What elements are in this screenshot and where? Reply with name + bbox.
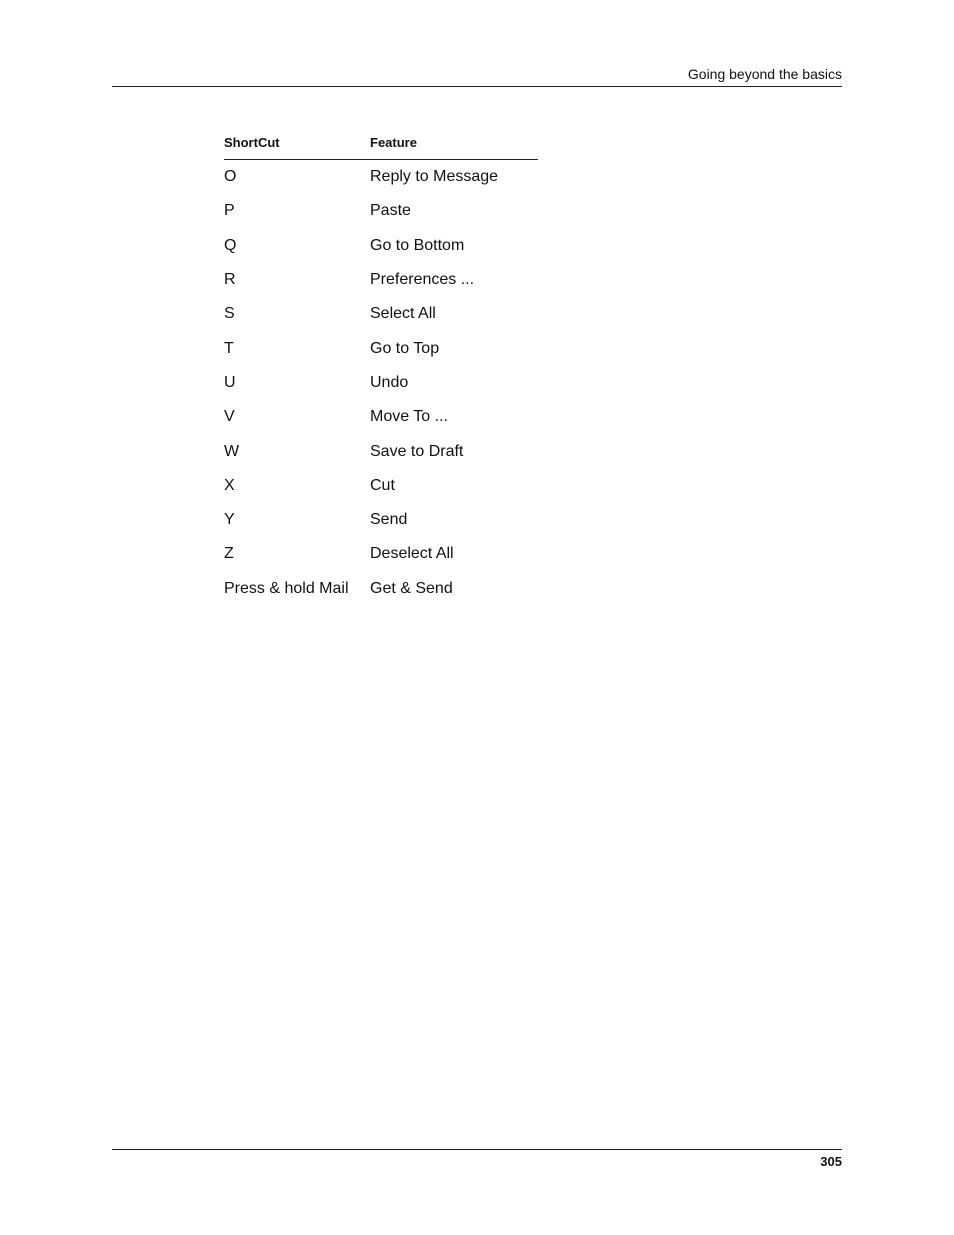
feature-cell: Go to Bottom <box>370 236 465 254</box>
shortcut-cell: W <box>224 442 240 460</box>
shortcut-cell: V <box>224 408 235 426</box>
feature-cell: Cut <box>370 476 395 494</box>
shortcut-cell: Z <box>224 545 234 563</box>
shortcut-cell: Press & hold Mail <box>224 579 349 597</box>
feature-cell: Go to Top <box>370 339 440 357</box>
table-row <box>224 331 538 365</box>
feature-cell: Send <box>370 511 408 529</box>
shortcut-table <box>224 132 538 606</box>
feature-cell: Undo <box>370 373 409 391</box>
table-row <box>224 572 538 606</box>
running-header: Going beyond the basics <box>687 66 842 82</box>
header-rule <box>112 86 842 87</box>
shortcut-cell: P <box>224 202 235 220</box>
shortcut-cell: Q <box>224 236 237 254</box>
table-row <box>224 263 538 297</box>
feature-cell: Move To ... <box>370 408 448 426</box>
table-row <box>224 400 538 434</box>
shortcut-cell: O <box>224 168 237 186</box>
feature-cell: Paste <box>370 202 411 220</box>
table-row <box>224 434 538 468</box>
table-body <box>224 160 538 606</box>
table-row <box>224 469 538 503</box>
table-row <box>224 297 538 331</box>
shortcut-cell: R <box>224 271 236 289</box>
shortcut-cell: S <box>224 305 235 323</box>
feature-cell: Select All <box>370 305 436 323</box>
table-row <box>224 503 538 537</box>
feature-cell: Reply to Message <box>370 168 499 186</box>
feature-cell: Get & Send <box>370 579 453 597</box>
shortcut-cell: X <box>224 476 235 494</box>
column-header-feature: Feature <box>370 135 417 150</box>
table-row <box>224 366 538 400</box>
table-header-row <box>224 132 538 160</box>
feature-cell: Save to Draft <box>370 442 464 460</box>
shortcut-cell: Y <box>224 511 235 529</box>
page-number: 305 <box>820 1154 842 1169</box>
table-row <box>224 160 538 194</box>
feature-cell: Deselect All <box>370 545 454 563</box>
table-row <box>224 229 538 263</box>
footer-rule <box>112 1149 842 1150</box>
shortcut-cell: T <box>224 339 234 357</box>
table-row <box>224 537 538 571</box>
feature-cell: Preferences ... <box>370 271 475 289</box>
column-header-shortcut: ShortCut <box>224 135 280 150</box>
table-row <box>224 194 538 228</box>
shortcut-cell: U <box>224 373 236 391</box>
